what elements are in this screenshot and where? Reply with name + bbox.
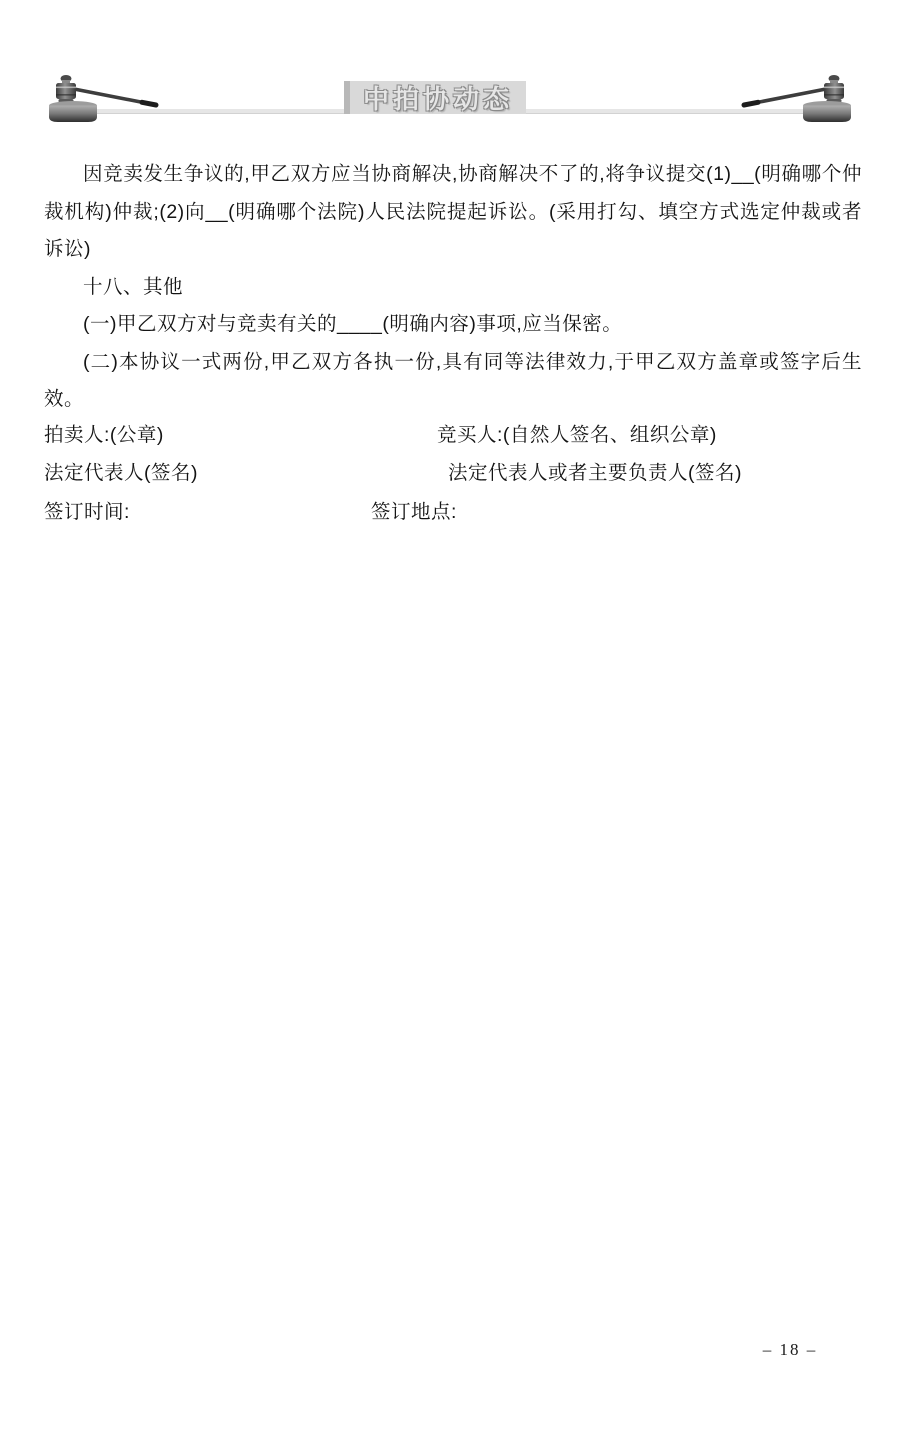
page-number: – 18 – (762, 1340, 818, 1359)
signature-row-parties (44, 416, 862, 454)
legal-representative-label: 法定代表人(签名) (44, 462, 198, 485)
signature-block (44, 416, 862, 531)
legal-representative-or-principal-label: 法定代表人或者主要负责人(签名) (448, 462, 742, 485)
paragraph-section-18-heading: 十八、其他 (83, 275, 184, 298)
header-title-box (344, 81, 526, 114)
paragraph-effectiveness-clause: (二)本协议一式两份,甲乙双方各执一份,具有同等法律效力,于甲乙双方盖章或签字后生效。 (44, 350, 862, 410)
auctioneer-seal-label: 拍卖人:(公章) (44, 424, 164, 446)
gavel-icon-left (42, 74, 162, 124)
bidder-signature-label: 竞买人:(自然人签名、组织公章) (437, 424, 717, 446)
gavel-icon-right (738, 74, 858, 124)
document-body (44, 156, 862, 419)
signature-row-representatives (44, 454, 862, 492)
signing-place-label: 签订地点: (371, 500, 457, 523)
signature-row-date-place (44, 493, 862, 531)
signing-date-label: 签订时间: (44, 500, 130, 523)
page-title: 中拍协动态 (362, 84, 513, 114)
paragraph-confidentiality-clause: (一)甲乙双方对与竞卖有关的____(明确内容)事项,应当保密。 (83, 313, 623, 335)
paragraph-dispute-resolution: 因竞卖发生争议的,甲乙双方应当协商解决,协商解决不了的,将争议提交(1)__(明确哪个仲裁机构)仲裁;(2)向__(明确哪个法院)人民法院提起诉讼。(采用打勾、填空方式选定仲裁或者诉讼) (44, 163, 862, 260)
